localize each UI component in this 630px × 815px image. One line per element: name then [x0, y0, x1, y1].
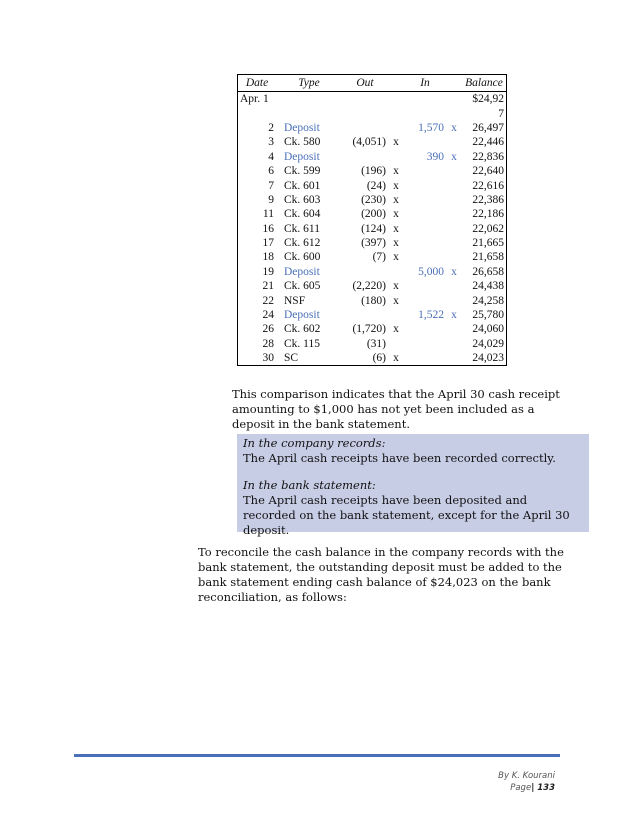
row-out: (124) [361, 222, 386, 235]
table-row [238, 279, 507, 293]
header-out: Out [342, 75, 388, 92]
header-balance: Balance [462, 75, 507, 92]
row-cleared-in [446, 164, 462, 178]
row-cleared-in [446, 337, 462, 351]
row-type: Deposit [284, 265, 320, 278]
table-row [238, 135, 507, 149]
opening-balance-value: $24,92 [472, 93, 504, 106]
bank-statement-text: The April cash receipts have been deposited and recorded on the bank statement, except for the April 30 deposit. [243, 493, 570, 537]
table-row [238, 293, 507, 307]
row-in [404, 207, 446, 221]
table-row [238, 207, 507, 221]
row-in [404, 193, 446, 207]
row-out: (230) [361, 193, 386, 206]
row-date: 9 [268, 193, 274, 206]
row-in [404, 164, 446, 178]
row-out [342, 308, 388, 322]
row-out: (397) [361, 237, 386, 250]
row-type: Ck. 602 [284, 323, 321, 336]
footer-author: By K. Kourani [498, 771, 555, 781]
row-cleared-out: x [393, 294, 399, 307]
row-cleared-out: x [393, 251, 399, 264]
table-row [238, 121, 507, 135]
opening-balance [462, 92, 507, 107]
opening-date: Apr. 1 [240, 93, 269, 106]
row-balance: 24,060 [472, 323, 504, 336]
row-type: Ck. 612 [284, 237, 321, 250]
row-balance: 22,616 [472, 179, 504, 192]
row-in [404, 178, 446, 192]
row-cleared-in [446, 236, 462, 250]
row-cleared-out: x [393, 193, 399, 206]
row-in [404, 250, 446, 264]
row-type: Ck. 604 [284, 208, 321, 221]
header-x2 [446, 75, 462, 92]
row-date: 17 [262, 237, 274, 250]
table-row [238, 150, 507, 164]
row-balance: 24,258 [472, 294, 504, 307]
row-cleared-out: x [393, 179, 399, 192]
table-row [238, 178, 507, 192]
row-cleared-out: x [393, 165, 399, 178]
row-in [404, 236, 446, 250]
bank-statement-table [237, 74, 507, 366]
row-date: 26 [262, 323, 274, 336]
row-date: 16 [262, 222, 274, 235]
company-records-text: The April cash receipts have been recorded correctly. [243, 451, 556, 465]
row-date: 4 [268, 150, 274, 163]
row-in: 1,522 [418, 309, 444, 322]
row-date: 28 [262, 337, 274, 350]
row-type: Deposit [284, 121, 320, 134]
row-balance: 24,438 [472, 280, 504, 293]
row-cleared-in: x [451, 121, 457, 134]
row-date: 18 [262, 251, 274, 264]
header-in: In [404, 75, 446, 92]
table-row [238, 164, 507, 178]
row-out: (180) [361, 294, 386, 307]
row-cleared-in [446, 322, 462, 336]
row-out: (1,720) [352, 323, 386, 336]
row-out [342, 150, 388, 164]
opening-balance-cont: 7 [498, 107, 504, 120]
row-cleared-out: x [393, 136, 399, 149]
reconcile-paragraph: To reconcile the cash balance in the company records with the bank statement, the outstanding deposit must be added to the bank statement ending cash balance of $24,023 on the bank reconciliation, as follows: [198, 545, 564, 604]
row-balance: 22,186 [472, 208, 504, 221]
footer-page-number: | 133 [531, 783, 555, 793]
table-row-opening [238, 92, 507, 107]
row-cleared-out [388, 308, 404, 322]
row-in [404, 293, 446, 307]
row-out [342, 265, 388, 279]
row-cleared-in [446, 250, 462, 264]
row-cleared-out: x [393, 323, 399, 336]
header-date: Date [238, 75, 277, 92]
row-type: Ck. 603 [284, 193, 321, 206]
row-cleared-in [446, 293, 462, 307]
row-date: 6 [268, 165, 274, 178]
table-row [238, 265, 507, 279]
row-cleared-in [446, 351, 462, 366]
row-cleared-out: x [393, 237, 399, 250]
footer-page [498, 782, 555, 794]
row-out: (4,051) [352, 136, 386, 149]
row-in [404, 337, 446, 351]
row-balance: 25,780 [472, 309, 504, 322]
row-cleared-out [388, 265, 404, 279]
table-row [238, 193, 507, 207]
header-type: Type [276, 75, 342, 92]
row-balance: 24,029 [472, 337, 504, 350]
row-type: Ck. 580 [284, 136, 321, 149]
table-row [238, 250, 507, 264]
table-row [238, 222, 507, 236]
bank-statement-heading: In the bank statement: [243, 478, 376, 492]
row-type: Deposit [284, 309, 320, 322]
row-cleared-in: x [451, 265, 457, 278]
footer-rule [74, 754, 560, 757]
row-date: 24 [262, 309, 274, 322]
row-type: SC [284, 352, 299, 365]
row-out: (24) [366, 179, 386, 192]
row-date: 21 [262, 280, 274, 293]
row-cleared-in: x [451, 150, 457, 163]
row-out: (31) [366, 337, 386, 350]
row-out: (200) [361, 208, 386, 221]
row-cleared-out [388, 337, 404, 351]
table-row [238, 236, 507, 250]
row-balance: 22,446 [472, 136, 504, 149]
row-out [342, 121, 388, 135]
row-date: 11 [262, 208, 274, 221]
row-date: 30 [262, 352, 274, 365]
company-records-heading: In the company records: [243, 436, 386, 450]
row-in [404, 322, 446, 336]
row-out: (7) [372, 251, 386, 264]
row-cleared-in [446, 178, 462, 192]
row-cleared-out [388, 150, 404, 164]
row-out: (2,220) [352, 280, 386, 293]
row-date: 3 [268, 136, 274, 149]
row-date: 7 [268, 179, 274, 192]
row-balance: 22,640 [472, 165, 504, 178]
row-in [404, 222, 446, 236]
row-date: 2 [268, 121, 274, 134]
row-cleared-out: x [393, 352, 399, 365]
header-x1 [388, 75, 404, 92]
row-cleared-out [388, 121, 404, 135]
row-balance: 26,658 [472, 265, 504, 278]
row-in: 390 [426, 150, 444, 163]
row-balance: 22,386 [472, 193, 504, 206]
row-balance: 22,836 [472, 150, 504, 163]
table-header-row [238, 75, 507, 92]
row-cleared-in [446, 279, 462, 293]
row-in [404, 351, 446, 366]
table-row [238, 351, 507, 366]
row-type: Ck. 599 [284, 165, 321, 178]
table-row [238, 337, 507, 351]
row-in: 1,570 [418, 121, 444, 134]
row-out: (6) [372, 352, 386, 365]
row-cleared-in [446, 207, 462, 221]
row-cleared-in [446, 193, 462, 207]
row-cleared-in [446, 222, 462, 236]
table-row [238, 308, 507, 322]
row-balance: 26,497 [472, 121, 504, 134]
row-balance: 21,665 [472, 237, 504, 250]
row-type: Ck. 611 [284, 222, 320, 235]
row-type: Ck. 605 [284, 280, 321, 293]
row-type: Ck. 601 [284, 179, 321, 192]
page-footer [498, 770, 555, 794]
row-type: Deposit [284, 150, 320, 163]
row-balance: 24,023 [472, 352, 504, 365]
records-comparison-box [237, 434, 589, 537]
row-in: 5,000 [418, 265, 444, 278]
row-cleared-out: x [393, 280, 399, 293]
row-cleared-in [446, 135, 462, 149]
row-in [404, 135, 446, 149]
row-out: (196) [361, 165, 386, 178]
footer-page-label: Page [510, 783, 532, 793]
row-in [404, 279, 446, 293]
comparison-paragraph: This comparison indicates that the April 30 cash receipt amounting to $1,000 has not yet been included as a deposit in the bank statement. [232, 387, 560, 431]
row-type: Ck. 115 [284, 337, 320, 350]
row-type: Ck. 600 [284, 251, 321, 264]
row-cleared-in: x [451, 309, 457, 322]
row-balance: 21,658 [472, 251, 504, 264]
row-date: 19 [262, 265, 274, 278]
row-cleared-out: x [393, 208, 399, 221]
table-row-opening-cont [238, 106, 507, 120]
row-type: NSF [284, 294, 306, 307]
table-row [238, 322, 507, 336]
row-date: 22 [262, 294, 274, 307]
row-balance: 22,062 [472, 222, 504, 235]
row-cleared-out: x [393, 222, 399, 235]
